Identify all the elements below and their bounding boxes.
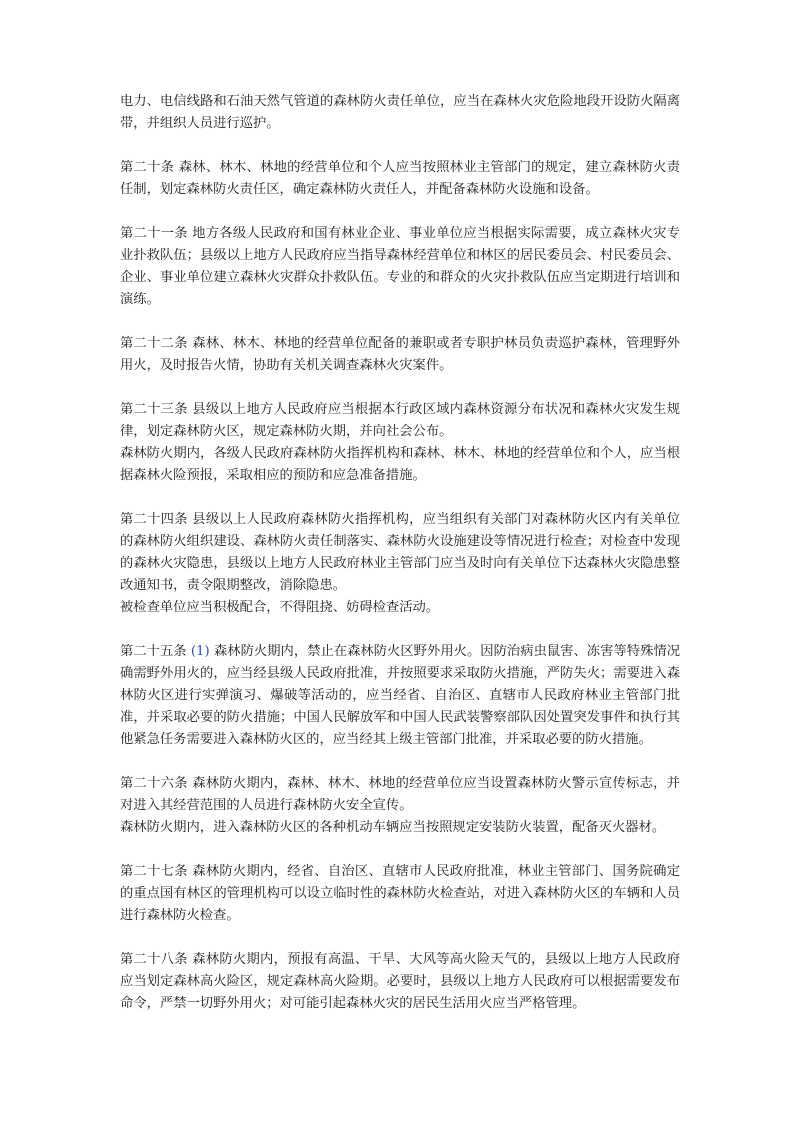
article-22 bbox=[120, 333, 680, 377]
article-24 bbox=[120, 509, 680, 619]
document-body bbox=[120, 91, 680, 1037]
article-26 bbox=[120, 773, 680, 839]
paragraph-line: 第二十三条 县级以上地方人民政府应当根据本行政区域内森林资源分布状况和森林火灾发生规律，划定森林防火区，规定森林防火期，并向社会公布。 bbox=[120, 402, 680, 439]
article-23 bbox=[120, 399, 680, 487]
paragraph-line: 第二十二条 森林、林木、林地的经营单位配备的兼职或者专职护林员负责巡护森林，管理野外用火，及时报告火情，协助有关机关调查森林火灾案件。 bbox=[120, 336, 680, 373]
article-25 bbox=[120, 641, 680, 751]
article-number: 第二十五条 bbox=[120, 644, 191, 659]
footnote-reference-link[interactable]: (1) bbox=[190, 644, 210, 659]
paragraph-line: 第二十条 森林、林木、林地的经营单位和个人应当按照林业主管部门的规定，建立森林防火责任制，划定森林防火责任区，确定森林防火责任人，并配备森林防火设施和设备。 bbox=[120, 160, 680, 197]
paragraph-line: 森林防火期内，进入森林防火区的各种机动车辆应当按照规定安装防火装置，配备灭火器材。 bbox=[120, 820, 666, 835]
paragraph-line: 第二十七条 森林防火期内，经省、自治区、直辖市人民政府批准，林业主管部门、国务院确定的重点国有林区的管理机构可以设立临时性的森林防火检查站，对进入森林防火区的车辆和人员进行森林防火检查。 bbox=[120, 864, 680, 923]
article-20 bbox=[120, 157, 680, 201]
paragraph-line: 第二十四条 县级以上人民政府森林防火指挥机构，应当组织有关部门对森林防火区内有关单位的森林防火组织建设、森林防火责任制落实、森林防火设施建设等情况进行检查；对检查中发现的森林火灾隐患，县级以上地方人民政府林业主管部门应当及时向有关单位下达森林火灾隐患整改通知书，责令限期整改，消除隐患。 bbox=[120, 512, 680, 593]
paragraph-line: 第二十一条 地方各级人民政府和国有林业企业、事业单位应当根据实际需要，成立森林火灾专业扑救队伍；县级以上地方人民政府应当指导森林经营单位和林区的居民委员会、村民委员会、企业、事业单位建立森林火灾群众扑救队伍。专业的和群众的火灾扑救队伍应当定期进行培训和演练。 bbox=[120, 226, 680, 307]
article-27 bbox=[120, 861, 680, 927]
paragraph-line: 被检查单位应当积极配合，不得阻挠、妨碍检查活动。 bbox=[120, 600, 440, 615]
article-21 bbox=[120, 223, 680, 311]
paragraph-line: 第二十八条 森林防火期内，预报有高温、干旱、大风等高火险天气的，县级以上地方人民政府应当划定森林高火险区，规定森林高火险期。必要时，县级以上地方人民政府可以根据需要发布命令，严禁一切野外用火；对可能引起森林火灾的居民生活用火应当严格管理。 bbox=[120, 952, 680, 1011]
paragraph-line bbox=[120, 641, 680, 751]
paragraph-1 bbox=[120, 91, 680, 135]
paragraph-line: 森林防火期内，各级人民政府森林防火指挥机构和森林、林木、林地的经营单位和个人，应当根据森林火险预报，采取相应的预防和应急准备措施。 bbox=[120, 446, 680, 483]
article-text: 森林防火期内，禁止在森林防火区野外用火。因防治病虫鼠害、冻害等特殊情况确需野外用火的，应当经县级人民政府批准，并按照要求采取防火措施，严防失火；需要进入森林防火区进行实弹演习、爆破等活动的，应当经省、自治区、直辖市人民政府林业主管部门批准，并采取必要的防火措施；中国人民解放军和中国人民武装警察部队因处置突发事件和执行其他紧急任务需要进入森林防火区的，应当经其上级主管部门批准，并采取必要的防火措施。 bbox=[120, 644, 680, 747]
paragraph-line: 第二十六条 森林防火期内，森林、林木、林地的经营单位应当设置森林防火警示宣传标志，并对进入其经营范围的人员进行森林防火安全宣传。 bbox=[120, 776, 680, 813]
article-28 bbox=[120, 949, 680, 1015]
paragraph-line: 电力、电信线路和石油天然气管道的森林防火责任单位，应当在森林火灾危险地段开设防火隔离带，并组织人员进行巡护。 bbox=[120, 94, 680, 131]
